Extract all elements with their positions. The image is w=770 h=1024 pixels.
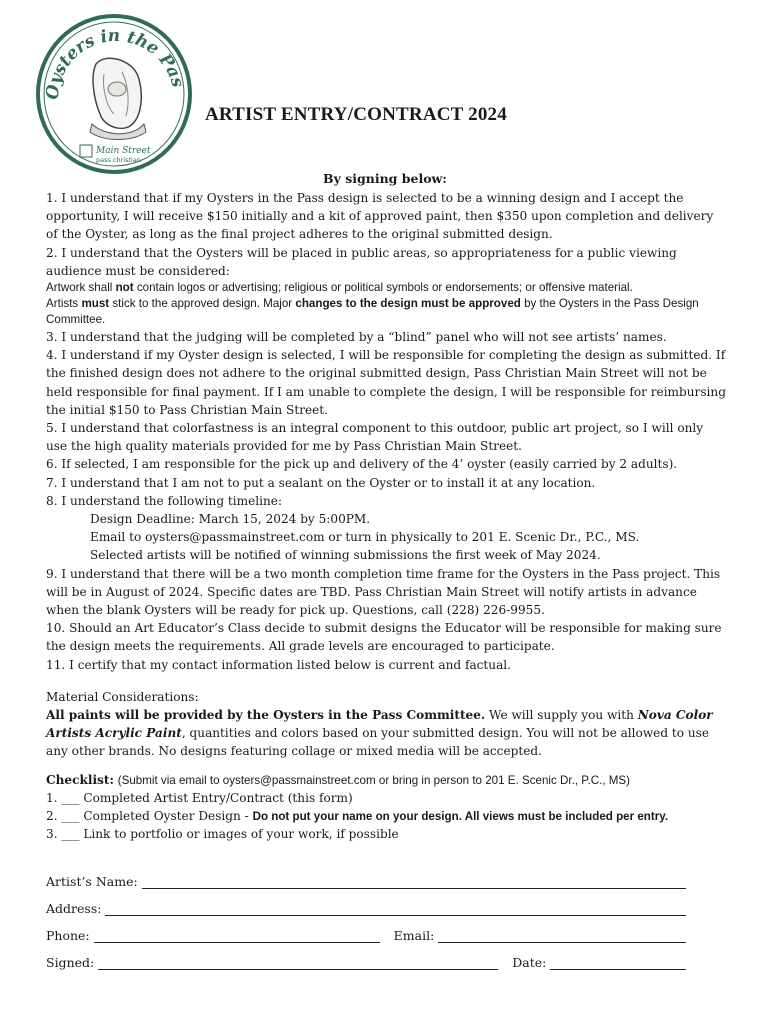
address-field[interactable]	[105, 901, 686, 916]
checklist-item-1: 1. ___ Completed Artist Entry/Contract (this form)	[46, 790, 353, 805]
address-field-row	[46, 889, 686, 916]
email-label: Email:	[393, 928, 435, 943]
address-label: Address:	[46, 901, 102, 916]
signature-field[interactable]	[98, 955, 498, 970]
phone-label: Phone:	[46, 928, 90, 943]
date-label: Date:	[512, 955, 547, 970]
item-3: 3. I understand that the judging will be completed by a “blind” panel who will not see artists’ names.	[46, 330, 667, 345]
signed-date-row	[46, 943, 686, 970]
checklist-item-2: 2. ___ Completed Oyster Design - Do not put your name on your design. All views must be included per entry.	[46, 809, 669, 824]
item-1: 1. I understand that if my Oysters in the Pass design is selected to be a winning design and I accept the opportunity, I will receive $150 initially and a kit of approved paint, then $350 upon completion and delivery of the Oyster, as long as the final project adheres to the original submitted design.	[46, 191, 714, 242]
name-field[interactable]	[142, 874, 686, 889]
timeline-deadline: Design Deadline: March 15, 2024 by 5:00PM.	[90, 512, 371, 527]
logo-pass-christian: pass christian	[96, 156, 141, 164]
item-6: 6. If selected, I am responsible for the pick up and delivery of the 4’ oyster (easily carried by 2 adults).	[46, 457, 678, 472]
item-5: 5. I understand that colorfastness is an integral component to this outdoor, public art project, so I will only use the high quality materials provided for me by Pass Christian Main Street.	[46, 421, 704, 454]
contact-fields	[46, 862, 686, 970]
logo-main-street: Main Street	[96, 146, 151, 156]
item-8: 8. I understand the following timeline:	[46, 493, 283, 508]
signed-label: Signed:	[46, 955, 95, 970]
item-2: 2. I understand that the Oysters will be placed in public areas, so appropriateness for a public viewing audience must be considered:	[46, 245, 677, 278]
name-field-row	[46, 862, 686, 889]
item-2-artwork-rule: Artwork shall not contain logos or advertising; religious or political symbols or endorsements; or offensive material.	[46, 281, 633, 295]
item-4: 4. I understand if my Oyster design is selected, I will be responsible for completing the design as submitted. If the finished design does not adhere to the original submitted design, Pass Christian Main Street will not be held responsible for final payment. If I am unable to complete the design, I will be responsible for reimbursing the initial $150 to Pass Christian Main Street.	[46, 348, 726, 417]
checklist-item-3: 3. ___ Link to portfolio or images of your work, if possible	[46, 827, 399, 842]
materials-text: All paints will be provided by the Oysters in the Pass Committee. We will supply you with Nova Color Artists Acrylic Paint, quantities and colors based on your submitted design. You will not be allowed to use any other brands. No designs featuring collage or mixed media will be accepted.	[46, 708, 713, 759]
item-11: 11. I certify that my contact information listed below is current and factual.	[46, 657, 512, 672]
name-label: Artist’s Name:	[46, 874, 138, 889]
item-2-design-rule: Artists must stick to the approved design. Major changes to the design must be approved by the Oysters in the Pass Design Committee.	[46, 297, 699, 327]
item-9: 9. I understand that there will be a two month completion time frame for the Oysters in the Pass project. This will be in August of 2024. Specific dates are TBD. Pass Christian Main Street will notify artists in advance when the blank Oysters will be ready for pick up. Questions, call (228) 226-9955.	[46, 566, 721, 618]
phone-email-row	[46, 916, 686, 943]
date-field[interactable]	[550, 955, 686, 970]
phone-field[interactable]	[94, 928, 380, 943]
timeline-email: Email to oysters@passmainstreet.com or turn in physically to 201 E. Scenic Dr., P.C., MS.	[90, 530, 640, 545]
materials-heading: Material Considerations:	[46, 689, 199, 704]
oysters-logo	[34, 14, 194, 174]
checklist-heading: Checklist: (Submit via email to oysters@passmainstreet.com or bring in person to 201 E. Scenic Dr., P.C., MS)	[46, 772, 630, 787]
svg-text:Oysters in the Pass: Oysters in the Pas	[42, 25, 188, 101]
signing-subhead: By signing below:	[323, 171, 447, 186]
contract-body	[46, 189, 726, 844]
item-7: 7. I understand that I am not to put a sealant on the Oyster or to install it at any location.	[46, 475, 596, 490]
document-title: ARTIST ENTRY/CONTRACT 2024	[205, 104, 507, 125]
item-10: 10. Should an Art Educator’s Class decide to submit designs the Educator will be responsible for making sure the design meets the requirements. All grade levels are encouraged to participate.	[46, 621, 722, 654]
timeline-notification: Selected artists will be notified of winning submissions the first week of May 2024.	[90, 548, 601, 563]
email-field[interactable]	[438, 928, 686, 943]
